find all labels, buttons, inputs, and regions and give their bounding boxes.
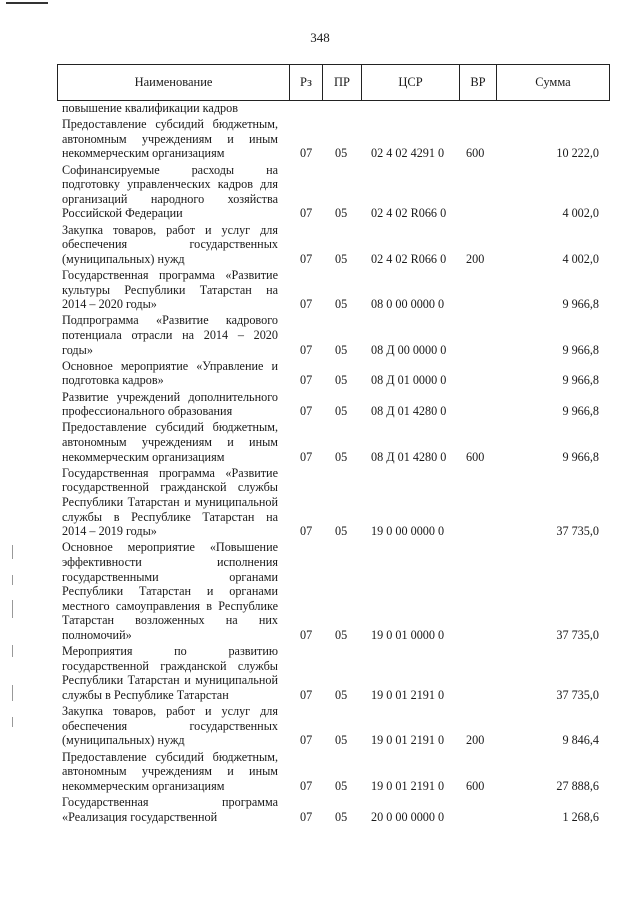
row-name-line: государственными органами bbox=[62, 569, 278, 584]
row-pr: 05 bbox=[335, 404, 348, 419]
row-name-line: Государственная программа «Развитие bbox=[62, 267, 278, 282]
table-row bbox=[0, 704, 640, 749]
row-name-line: (муниципальных) нужд bbox=[62, 733, 185, 748]
row-name-line: (муниципальных) нужд bbox=[62, 251, 185, 266]
row-name bbox=[62, 359, 278, 388]
row-rz: 07 bbox=[300, 687, 313, 702]
row-name-line: Развитие учреждений дополнительного bbox=[62, 389, 278, 404]
table-header bbox=[57, 64, 610, 101]
row-pr: 05 bbox=[335, 449, 348, 464]
row-name-line: обеспечения государственных bbox=[62, 237, 278, 252]
row-pr: 05 bbox=[335, 297, 348, 312]
row-name-line: полномочий» bbox=[62, 627, 132, 642]
row-name bbox=[62, 268, 278, 312]
row-csr: 19 0 00 0000 0 bbox=[371, 524, 445, 539]
row-name-line: государственной гражданской службы bbox=[62, 658, 278, 673]
row-csr: 08 0 00 0000 0 bbox=[371, 297, 445, 312]
table-row bbox=[0, 420, 640, 465]
row-rz: 07 bbox=[300, 404, 313, 419]
row-csr: 02 4 02 R066 0 bbox=[371, 251, 447, 266]
table-row bbox=[0, 466, 640, 541]
row-sum: 1 268,6 bbox=[562, 809, 599, 824]
row-name-line: Подпрограмма «Развитие кадрового bbox=[62, 313, 278, 328]
table-row bbox=[0, 101, 640, 117]
row-pr: 05 bbox=[335, 778, 348, 793]
row-vr: 200 bbox=[466, 733, 485, 748]
row-vr: 600 bbox=[466, 449, 485, 464]
row-name bbox=[62, 704, 278, 748]
table-row bbox=[0, 540, 640, 644]
row-name-line: некоммерческим организациям bbox=[62, 146, 225, 161]
row-rz: 07 bbox=[300, 449, 313, 464]
row-name-line: государственной гражданской службы bbox=[62, 480, 278, 495]
header-csr: ЦСР bbox=[362, 65, 460, 100]
row-name-line: Закупка товаров, работ и услуг для bbox=[62, 704, 278, 719]
row-pr: 05 bbox=[335, 809, 348, 824]
header-sum: Сумма bbox=[535, 75, 571, 89]
row-pr: 05 bbox=[335, 627, 348, 642]
row-pr: 05 bbox=[335, 524, 348, 539]
row-rz: 07 bbox=[300, 206, 313, 221]
row-name bbox=[62, 750, 278, 794]
row-name-line: обеспечения государственных bbox=[62, 718, 278, 733]
row-name-line: Республики Татарстан и муниципальной bbox=[62, 673, 278, 688]
row-sum: 9 846,4 bbox=[562, 733, 599, 748]
row-name bbox=[62, 101, 278, 116]
row-csr: 20 0 00 0000 0 bbox=[371, 809, 445, 824]
row-vr: 200 bbox=[466, 251, 485, 266]
row-name-line: автономным учреждениям и иным bbox=[62, 131, 278, 146]
row-sum: 4 002,0 bbox=[562, 251, 599, 266]
row-rz: 07 bbox=[300, 297, 313, 312]
row-sum: 9 966,8 bbox=[562, 449, 599, 464]
row-name bbox=[62, 117, 278, 161]
row-name-line: службы в Республике Татарстан на bbox=[62, 509, 278, 524]
row-name-line: Предоставление субсидий бюджетным, bbox=[62, 749, 278, 764]
row-rz: 07 bbox=[300, 524, 313, 539]
row-csr: 19 0 01 2191 0 bbox=[371, 733, 445, 748]
row-csr: 08 Д 01 4280 0 bbox=[371, 449, 447, 464]
margin-marks bbox=[12, 545, 14, 735]
row-name-line: Предоставление субсидий бюджетным, bbox=[62, 420, 278, 435]
row-csr: 19 0 01 2191 0 bbox=[371, 778, 445, 793]
top-edge-mark bbox=[6, 2, 48, 4]
row-rz: 07 bbox=[300, 733, 313, 748]
row-name-line: Государственная программа «Развитие bbox=[62, 465, 278, 480]
row-rz: 07 bbox=[300, 146, 313, 161]
row-name-line: Предоставление субсидий бюджетным, bbox=[62, 117, 278, 132]
row-sum: 4 002,0 bbox=[562, 206, 599, 221]
row-csr: 08 Д 01 0000 0 bbox=[371, 373, 447, 388]
table-row bbox=[0, 750, 640, 795]
row-name-line: Основное мероприятие «Управление и bbox=[62, 358, 278, 373]
row-name-line: Закупка товаров, работ и услуг для bbox=[62, 222, 278, 237]
row-csr: 02 4 02 4291 0 bbox=[371, 146, 445, 161]
row-name-line: местного самоуправления в Республике bbox=[62, 598, 278, 613]
row-name-line: годы» bbox=[62, 342, 93, 357]
row-name-line: 2014 – 2019 годы» bbox=[62, 524, 157, 539]
page-number: 348 bbox=[310, 30, 330, 45]
row-name-line: потенциала отрасли на 2014 – 2020 bbox=[62, 327, 278, 342]
row-name bbox=[62, 313, 278, 357]
row-name bbox=[62, 540, 278, 642]
row-name bbox=[62, 163, 278, 221]
row-name-line: автономным учреждениям и иным bbox=[62, 764, 278, 779]
row-sum: 9 966,8 bbox=[562, 404, 599, 419]
row-sum: 37 735,0 bbox=[556, 627, 599, 642]
row-rz: 07 bbox=[300, 373, 313, 388]
row-name-line: эффективности исполнения bbox=[62, 554, 278, 569]
row-sum: 9 966,8 bbox=[562, 297, 599, 312]
row-name-line: Татарстан возложенных на них bbox=[62, 613, 278, 628]
row-name-line: Республики Татарстан и органами bbox=[62, 584, 278, 599]
row-rz: 07 bbox=[300, 627, 313, 642]
row-name bbox=[62, 644, 278, 702]
row-name-line: культуры Республики Татарстан на bbox=[62, 282, 278, 297]
row-sum: 10 222,0 bbox=[556, 146, 599, 161]
table-row bbox=[0, 268, 640, 313]
table-row bbox=[0, 117, 640, 162]
row-name bbox=[62, 420, 278, 464]
row-csr: 19 0 01 0000 0 bbox=[371, 627, 445, 642]
table-row bbox=[0, 223, 640, 268]
row-pr: 05 bbox=[335, 206, 348, 221]
row-pr: 05 bbox=[335, 251, 348, 266]
table-row bbox=[0, 163, 640, 223]
table-row bbox=[0, 644, 640, 704]
row-name bbox=[62, 795, 278, 824]
table-body bbox=[0, 101, 640, 826]
row-sum: 9 966,8 bbox=[562, 373, 599, 388]
row-vr: 600 bbox=[466, 778, 485, 793]
row-name-line: повышение квалификации кадров bbox=[62, 101, 238, 115]
row-pr: 05 bbox=[335, 146, 348, 161]
row-name-line: Российской Федерации bbox=[62, 206, 183, 221]
row-name-line: 2014 – 2020 годы» bbox=[62, 297, 157, 312]
row-rz: 07 bbox=[300, 809, 313, 824]
row-name-line: организаций народного хозяйства bbox=[62, 191, 278, 206]
header-rz: Рз bbox=[290, 65, 323, 100]
row-name-line: профессионального образования bbox=[62, 404, 233, 419]
row-name-line: некоммерческим организациям bbox=[62, 449, 225, 464]
row-name-line: некоммерческим организациям bbox=[62, 778, 225, 793]
table-row bbox=[0, 359, 640, 390]
row-pr: 05 bbox=[335, 342, 348, 357]
row-name bbox=[62, 223, 278, 267]
row-name-line: Республики Татарстан и муниципальной bbox=[62, 494, 278, 509]
row-rz: 07 bbox=[300, 342, 313, 357]
row-vr: 600 bbox=[466, 146, 485, 161]
header-vr: ВР bbox=[460, 65, 497, 100]
header-pr: ПР bbox=[323, 65, 362, 100]
row-name bbox=[62, 390, 278, 419]
row-name-line: Мероприятия по развитию bbox=[62, 644, 278, 659]
row-name bbox=[62, 466, 278, 539]
row-rz: 07 bbox=[300, 251, 313, 266]
row-name-line: службы в Республике Татарстан bbox=[62, 687, 229, 702]
row-pr: 05 bbox=[335, 687, 348, 702]
row-pr: 05 bbox=[335, 733, 348, 748]
row-name-line: автономным учреждениям и иным bbox=[62, 434, 278, 449]
row-csr: 02 4 02 R066 0 bbox=[371, 206, 447, 221]
table-row bbox=[0, 390, 640, 421]
row-sum: 27 888,6 bbox=[556, 778, 599, 793]
table-row bbox=[0, 313, 640, 358]
header-name: Наименование bbox=[58, 65, 290, 100]
row-name-line: «Реализация государственной bbox=[62, 809, 218, 824]
row-name-line: подготовку управленческих кадров для bbox=[62, 177, 278, 192]
row-csr: 08 Д 01 4280 0 bbox=[371, 404, 447, 419]
row-sum: 37 735,0 bbox=[556, 687, 599, 702]
row-pr: 05 bbox=[335, 373, 348, 388]
row-csr: 19 0 01 2191 0 bbox=[371, 687, 445, 702]
table-row bbox=[0, 795, 640, 826]
row-rz: 07 bbox=[300, 778, 313, 793]
row-name-line: Софинансируемые расходы на bbox=[62, 162, 278, 177]
row-name-line: Государственная программа bbox=[62, 794, 278, 809]
row-name-line: Основное мероприятие «Повышение bbox=[62, 540, 278, 555]
row-sum: 37 735,0 bbox=[556, 524, 599, 539]
row-csr: 08 Д 00 0000 0 bbox=[371, 342, 447, 357]
row-sum: 9 966,8 bbox=[562, 342, 599, 357]
row-name-line: подготовка кадров» bbox=[62, 373, 164, 388]
